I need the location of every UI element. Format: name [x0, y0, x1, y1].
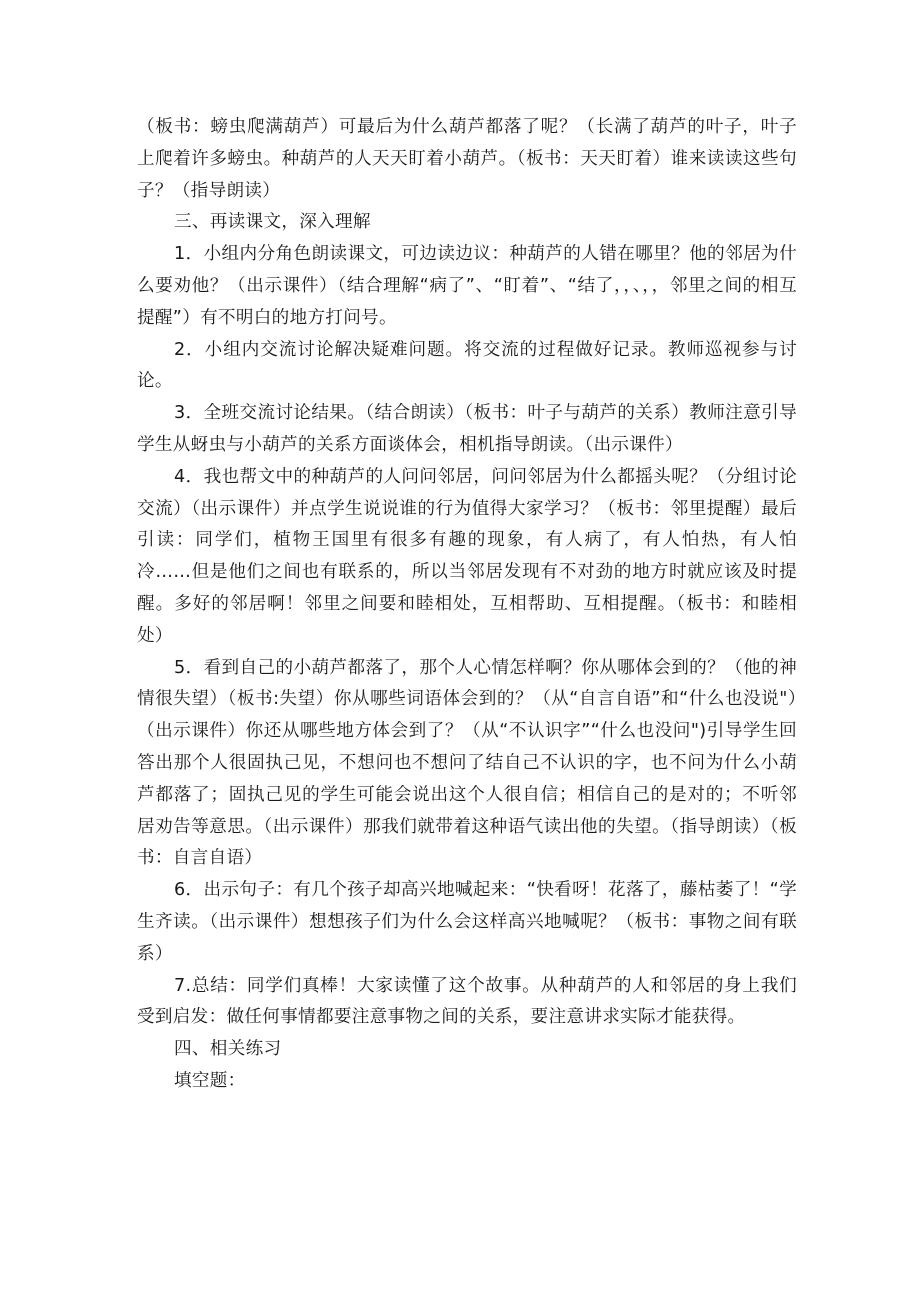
paragraph-step-6: 6．出示句子：有几个孩子却高兴地喊起来：“快看呀！花落了，藤枯萎了！“学生齐读。（出示课件）想想孩子们为什么会这样高兴地喊呢？（板书：事物之间有联系）	[137, 880, 797, 964]
fill-in-blank-heading: 填空题：	[174, 1070, 246, 1091]
paragraph-step-1: 1．小组内分角色朗读课文，可边读边议：种葫芦的人错在哪里？他的邻居为什么要劝他？（出示课件）（结合理解“病了”、“盯着”、“结了，，、，，邻里之间的相互提醒”）有不明白的地方打问号。	[137, 244, 797, 328]
document-page	[137, 112, 797, 1098]
paragraph-step-7: 7.总结：同学们真棒！大家读懂了这个故事。从种葫芦的人和邻居的身上我们受到启发：做任何事情都要注意事物之间的关系，要注意讲求实际才能获得。	[137, 975, 797, 1028]
paragraph-step-5: 5．看到自己的小葫芦都落了，那个人心情怎样啊？你从哪体会到的？（他的神情很失望）（板书:失望）你从哪些词语体会到的？（从“自言自语”和“什么也没说"）（出示课件）你还从哪些地方体会到了？（从“不认识字”“什么也没问")引导学生回答出那个人很固执己见，不想问也不想问了结自己不认识的字，也不问为什么小葫芦都落了；固执己见的学生可能会说出这个人很自信；相信自己的是对的；不听邻居劝告等意思。（出示课件）那我们就带着这种语气读出他的失望。（指导朗读）（板书：自言自语）	[137, 657, 797, 869]
paragraph-board-notes: （板书：螃虫爬满葫芦）可最后为什么葫芦都落了呢？（长满了葫芦的叶子，叶子上爬着许多螃虫。种葫芦的人天天盯着小葫芦。（板书：天天盯着）谁来读读这些句子？（指导朗读）	[137, 117, 797, 201]
section-heading-reread: 三、再读课文，深入理解	[174, 212, 371, 233]
paragraph-step-3: 3．全班交流讨论结果。（结合朗读）（板书：叶子与葫芦的关系）教师注意引导学生从蚜虫与小葫芦的关系方面谈体会，相机指导朗读。（出示课件）	[137, 403, 797, 455]
section-heading-exercises: 四、相关练习	[174, 1039, 282, 1060]
paragraph-step-4: 4．我也帮文中的种葫芦的人问问邻居，问问邻居为什么都摇头呢？（分组讨论交流）（出示课件）并点学生说说谁的行为值得大家学习？（板书：邻里提醒）最后引读：同学们，植物王国里有很多有趣的现象，有人病了，有人怕热，有人怕冷……但是他们之间也有联系的，所以当邻居发现有不对劲的地方时就应该及时提醒。多好的邻居啊！邻里之间要和睦相处，互相帮助、互相提醒。（板书：和睦相处）	[137, 466, 797, 646]
paragraph-step-2: 2．小组内交流讨论解决疑难问题。将交流的过程做好记录。教师巡视参与讨论。	[137, 339, 797, 392]
